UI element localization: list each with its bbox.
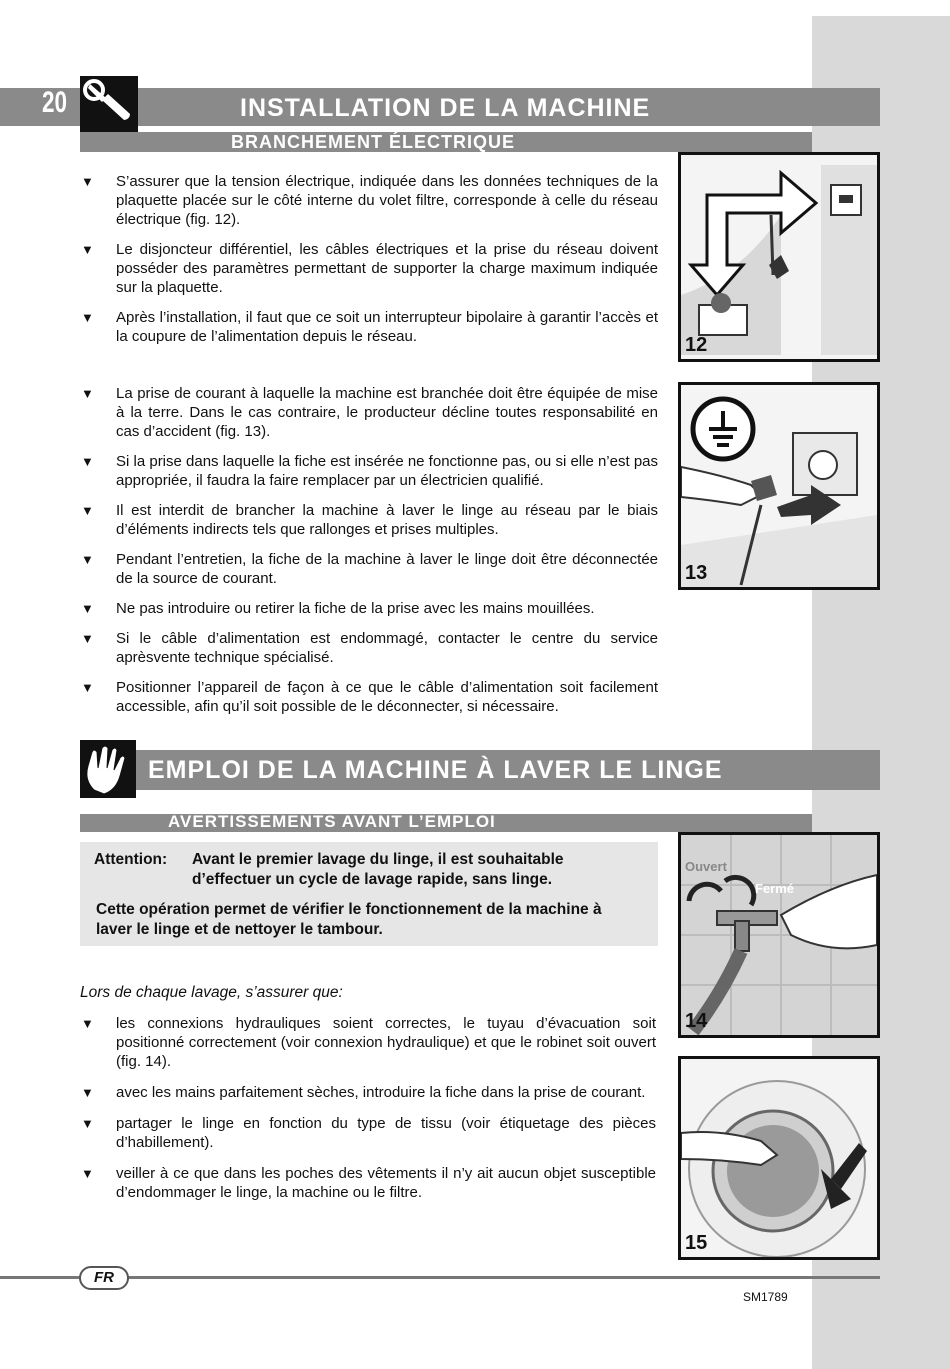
attention-text-2: Cette opération permet de vérifier le fonctionnement de la machine à laver le linge et de nettoyer le tambour. [96,901,602,938]
language-badge: FR [79,1266,129,1290]
list-item: ▼ Positionner l’appareil de façon à ce que le câble d’alimentation soit facilement accessible, afin qu’il soit possible de le déconnecter, si nécessaire. [81,679,658,715]
attention-text: Avant le premier lavage du linge, il est souhaitable d’effectuer un cycle de lavage rapide, sans linge. [192,851,564,888]
list-item: ▼ Pendant l’entretien, la fiche de la machine à laver le linge doit être déconnectée de la source de courant. [81,551,658,587]
list-item: ▼ S’assurer que la tension électrique, indiquée dans les données techniques de la plaquette placée sur le côté interne du volet filtre, corresponde à celle du réseau électrique (fig. 12). [81,173,658,228]
list-item: ▼ partager le linge en fonction du type de tissu (voir étiquetage des pièces d’habillement). [81,1115,656,1151]
footer-line [0,1276,880,1279]
triangle-bullet-icon: ▼ [81,454,94,469]
closed-label: Fermé [755,881,795,896]
section2-title: EMPLOI DE LA MACHINE À LAVER LE LINGE [148,756,723,784]
usage-lead: Lors de chaque lavage, s’assurer que: [80,984,343,1001]
figure-14 [678,832,880,1038]
section-subtitle: BRANCHEMENT ÉLECTRIQUE [231,132,516,152]
wrench-icon [80,76,138,132]
section2-subtitle: AVERTISSEMENTS AVANT L’EMPLOI [168,812,496,831]
list-item: ▼ les connexions hydrauliques soient correctes, le tuyau d’évacuation soit positionné correctement (voir connexion hydraulique) et que le robinet soit ouvert (fig. 14). [81,1015,656,1070]
figure-15-illustration [681,1059,877,1257]
figure-number: 14 [685,1010,708,1032]
page-number: 20 [42,86,68,119]
list-item: ▼ veiller à ce que dans les poches des vêtements il n’y ait aucun objet susceptible d’endommager le linge, la machine ou le filtre. [81,1165,656,1201]
bullet-list-1 [78,172,658,346]
figure-13-illustration [681,385,877,587]
page-title: INSTALLATION DE LA MACHINE [240,94,651,122]
list-item: ▼ Il est interdit de brancher la machine à laver le linge au réseau par le biais d’éléments indirects tels que rallonges et prises multiples. [81,502,658,538]
triangle-bullet-icon: ▼ [81,552,94,567]
attention-label: Attention: [94,851,168,868]
triangle-bullet-icon: ▼ [81,601,94,616]
figure-number: 13 [685,562,708,584]
bullet-list-2 [78,384,658,716]
triangle-bullet-icon: ▼ [81,1166,94,1181]
list-item: ▼ Après l’installation, il faut que ce soit un interrupteur bipolaire à garantir l’accès et la coupure de l’alimentation depuis le réseau. [81,309,658,345]
figure-12-illustration [681,155,877,359]
triangle-bullet-icon: ▼ [81,310,94,325]
list-item: ▼ Si le câble d’alimentation est endommagé, contacter le centre du service aprèsvente technique spécialisé. [81,630,658,666]
figure-12 [678,152,880,362]
figure-13 [678,382,880,590]
figure-number: 12 [685,334,708,356]
list-item: ▼ Ne pas introduire ou retirer la fiche de la prise avec les mains mouillées. [81,600,595,617]
triangle-bullet-icon: ▼ [81,242,94,257]
list-item: ▼ Si la prise dans laquelle la fiche est insérée ne fonctionne pas, ou si elle n’est pas appropriée, il faudra la faire remplacer par un électricien qualifié. [81,453,658,489]
list-item: ▼ La prise de courant à laquelle la machine est branchée doit être équipée de mise à la terre. Dans le cas contraire, le producteur décline toutes responsabilité en cas d’accident (fig. 13). [81,385,658,440]
triangle-bullet-icon: ▼ [81,1085,94,1100]
list-item: ▼ Le disjoncteur différentiel, les câbles électriques et la prise du réseau doivent posséder des paramètres permettant de supporter la charge maximum indiquée sur la plaquette. [81,241,658,296]
document-code: SM1789 [743,1290,788,1304]
hand-icon [80,740,136,798]
triangle-bullet-icon: ▼ [81,503,94,518]
triangle-bullet-icon: ▼ [81,631,94,646]
triangle-bullet-icon: ▼ [81,174,94,189]
figure-number: 15 [685,1232,708,1254]
figure-15 [678,1056,880,1260]
triangle-bullet-icon: ▼ [81,386,94,401]
triangle-bullet-icon: ▼ [81,1016,94,1031]
list-item: ▼ avec les mains parfaitement sèches, introduire la fiche dans la prise de courant. [81,1084,646,1101]
triangle-bullet-icon: ▼ [81,680,94,695]
triangle-bullet-icon: ▼ [81,1116,94,1131]
bullet-list-3 [78,1014,656,1202]
open-label: Ouvert [685,859,727,874]
